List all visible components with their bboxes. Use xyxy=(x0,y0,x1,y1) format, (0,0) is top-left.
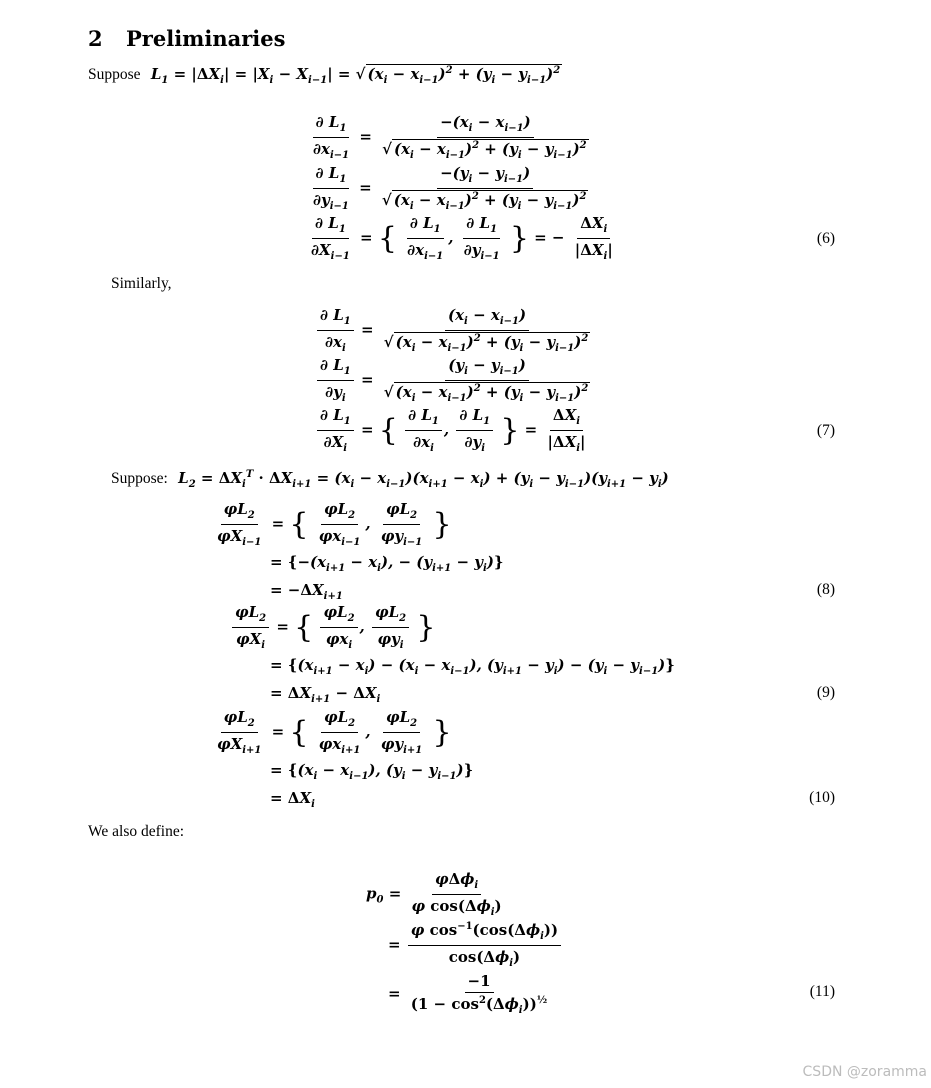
eq8-row-3: = $-\Delta X_{i+1}$ xyxy=(270,581,343,602)
fraction: $\frac{\varphi L_2}{\varphi X_{i+1}}$ xyxy=(217,708,262,756)
also-define-text: We also define: xyxy=(88,823,185,840)
l2-definition-math: $L_2 = \Delta X_i^T \cdot \Delta X_{i+1} = (x_i - x_{i-1})(x_{i+1} - x_i) + (y_i - y_{i-1})(y_{i+1} - y_i)$ xyxy=(172,469,669,490)
fraction: $\frac{\partial L_1}{\partial y_i}$ xyxy=(456,406,493,455)
l1-definition xyxy=(88,64,562,86)
eq7-row-2: $\frac{\partial L_1}{\partial y_i}$ = $\frac{(y_i - y_{i-1})}{√ (x_i - x_{i-1})^2 + (y_i - y_{i-1})^2}$ xyxy=(315,356,595,405)
eq10-row-3: = $\Delta X_i$ xyxy=(270,789,315,810)
fraction: $\frac{\varphi L_2}{\varphi x_i}$ xyxy=(320,603,357,652)
watermark-text: CSDN @zoramma xyxy=(802,1064,927,1080)
fraction: $\frac{\varphi \cos^{-1}(\cos(\Delta\phi_i))}{\cos(\Delta\phi_i)}$ xyxy=(408,921,561,970)
eq11-row-2: = $\frac{\varphi \cos^{-1}(\cos(\Delta\phi_i))}{\cos(\Delta\phi_i)}$ xyxy=(388,921,563,970)
fraction: $\frac{\partial L_1}{\partial X_{i-1}}$ xyxy=(311,214,350,262)
fraction: $\frac{\varphi L_2}{\varphi X_i}$ xyxy=(232,603,269,652)
fraction: $\frac{\Delta X_i}{|\Delta X_i|}$ xyxy=(574,214,613,262)
section-heading xyxy=(88,26,285,51)
fraction: $\frac{-(y_i - y_{i-1})}{√ (x_i - x_{i-1})^2 + (y_i - y_{i-1})^2}$ xyxy=(381,164,587,212)
equation-number-10: (10) xyxy=(809,789,835,806)
eq7-row-1: $\frac{\partial L_1}{\partial x_i}$ = $\frac{(x_i - x_{i-1})}{√ (x_i - x_{i-1})^2 + (y_i - y_{i-1})^2}$ xyxy=(315,306,595,355)
section-number: 2 xyxy=(88,26,103,51)
fraction: $\frac{(y_i - y_{i-1})}{√ (x_i - x_{i-1})^2 + (y_i - y_{i-1})^2}$ xyxy=(383,356,589,404)
equation-number-7: (7) xyxy=(816,422,835,439)
suppose-text-2: Suppose: xyxy=(111,470,168,487)
eq11-row-3: = $\frac{-1}{(1 - \cos^2(\Delta\phi_i))^{\frac{1}{2}}}$ xyxy=(388,972,552,1017)
fraction: $\frac{\varphi L_2}{\varphi X_{i-1}}$ xyxy=(217,500,262,548)
fraction: $\frac{\partial L_1}{\partial y_i}$ xyxy=(317,356,354,405)
fraction: $\frac{\partial L_1}{\partial x_i}$ xyxy=(405,406,442,455)
fraction: $\frac{\varphi L_2}{\varphi y_{i-1}}$ xyxy=(380,500,423,548)
eq6-row-3: $\frac{\partial L_1}{\partial X_{i-1}}$ = { $\frac{\partial L_1}{\partial x_{i-1}}$ , $\frac{\partial L_1}{\partial y_{i-1}}$ } = − $\frac{\Delta X_i}{|\Delta X_i|}$ xyxy=(306,214,618,263)
fraction: $\frac{\partial L_1}{\partial x_{i-1}}$ xyxy=(407,214,444,262)
equation-number-8: (8) xyxy=(816,581,835,598)
eq11-row-1: $p_0$ = $\frac{\varphi\Delta\phi_i}{\varphi \cos(\Delta\phi_i)}$ xyxy=(366,870,507,919)
eq8-row-1: $\frac{\varphi L_2}{\varphi X_{i-1}}$ = { $\frac{\varphi L_2}{\varphi x_{i-1}}$ , $\frac{\varphi L_2}{\varphi y_{i-1}}$ } xyxy=(212,500,452,549)
l2-definition xyxy=(111,468,669,490)
equation-number-11: (11) xyxy=(809,983,835,1000)
fraction: $\frac{\partial L_1}{\partial y_{i-1}}$ xyxy=(463,214,500,262)
l1-definition-math: $L_1 = |\Delta X_i| = |X_i - X_{i-1}|$ = √ $(x_i - x_{i-1})^2 + (y_i - y_{i-1})^2$ xyxy=(145,65,561,86)
fraction: $\frac{-1}{(1 - \cos^2(\Delta\phi_i))^{\frac{1}{2}}}$ xyxy=(410,972,548,1016)
eq6-row-1: $\frac{\partial L_1}{\partial x_{i-1}}$ = $\frac{-(x_i - x_{i-1})}{√ (x_i - x_{i-1})^2 + (y_i - y_{i-1})^2}$ xyxy=(308,113,594,162)
eq6-row-2: $\frac{\partial L_1}{\partial y_{i-1}}$ = $\frac{-(y_i - y_{i-1})}{√ (x_i - x_{i-1})^2 + (y_i - y_{i-1})^2}$ xyxy=(308,164,593,213)
fraction: $\frac{\partial L_1}{\partial y_{i-1}}$ xyxy=(313,164,349,212)
fraction: $\frac{\Delta X_i}{|\Delta X_i|}$ xyxy=(547,406,586,454)
fraction: $\frac{-(x_i - x_{i-1})}{√ (x_i - x_{i-1})^2 + (y_i - y_{i-1})^2}$ xyxy=(382,113,587,161)
fraction: $\frac{\varphi L_2}{\varphi y_i}$ xyxy=(372,603,409,652)
fraction: $\frac{\partial L_1}{\partial x_i}$ xyxy=(317,306,354,355)
fraction: $\frac{(x_i - x_{i-1})}{√ (x_i - x_{i-1})^2 + (y_i - y_{i-1})^2}$ xyxy=(383,306,589,354)
eq9-row-1: $\frac{\varphi L_2}{\varphi X_i}$ = { $\frac{\varphi L_2}{\varphi x_i}$ , $\frac{\varphi L_2}{\varphi y_i}$ } xyxy=(230,603,435,652)
eq8-row-2: = {$-(x_{i+1} - x_i)$, − $(y_{i+1} - y_i)$} xyxy=(270,553,504,574)
suppose-text-1: Suppose xyxy=(88,66,141,83)
eq7-row-3: $\frac{\partial L_1}{\partial X_i}$ = { $\frac{\partial L_1}{\partial x_i}$ , $\frac{\partial L_1}{\partial y_i}$ } = $\frac{\Delta X_i}{|\Delta X_i|}$ xyxy=(315,406,590,455)
fraction: $\frac{\partial L_1}{\partial X_i}$ xyxy=(317,406,354,455)
eq10-row-2: = {$(x_i - x_{i-1})$, $(y_i - y_{i-1})$} xyxy=(270,761,474,782)
eq9-row-3: = $\Delta X_{i+1} - \Delta X_i$ xyxy=(270,684,381,705)
fraction: $\frac{\varphi\Delta\phi_i}{\varphi \cos(\Delta\phi_i)}$ xyxy=(411,870,502,918)
fraction: $\frac{\partial L_1}{\partial x_{i-1}}$ xyxy=(313,113,350,161)
equation-number-9: (9) xyxy=(816,684,835,701)
fraction: $\frac{\varphi L_2}{\varphi x_{i-1}}$ xyxy=(318,500,361,548)
section-title: Preliminaries xyxy=(126,26,286,51)
similarly-text: Similarly, xyxy=(111,275,172,292)
fraction: $\frac{\varphi L_2}{\varphi x_{i+1}}$ xyxy=(318,708,361,756)
eq9-row-2: = {$(x_{i+1} - x_i) - (x_i - x_{i-1})$, $(y_{i+1} - y_i) - (y_i - y_{i-1})$} xyxy=(270,656,675,677)
equation-number-6: (6) xyxy=(816,230,835,247)
eq10-row-1: $\frac{\varphi L_2}{\varphi X_{i+1}}$ = { $\frac{\varphi L_2}{\varphi x_{i+1}}$ , $\frac{\varphi L_2}{\varphi y_{i+1}}$ } xyxy=(212,708,452,757)
fraction: $\frac{\varphi L_2}{\varphi y_{i+1}}$ xyxy=(380,708,423,756)
